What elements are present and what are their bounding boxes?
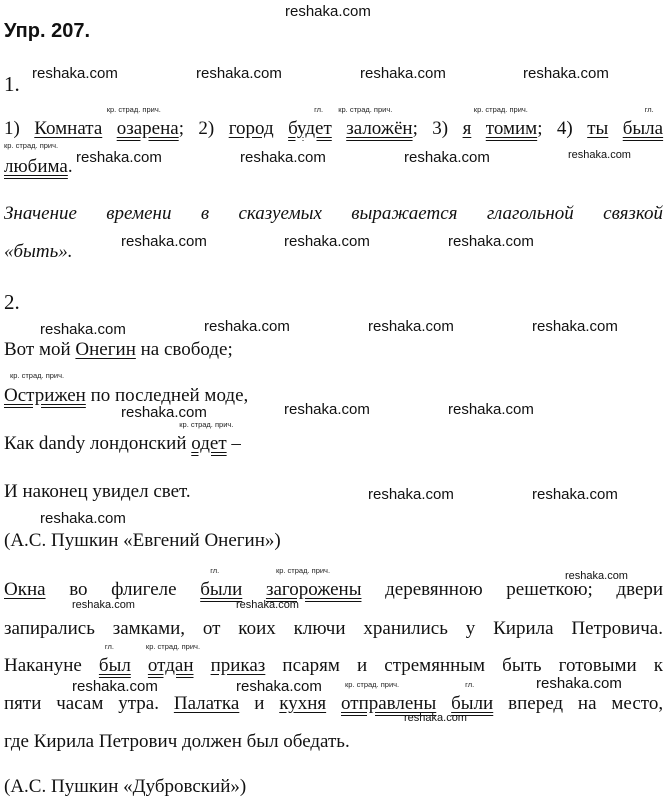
watermark: reshaka.com <box>565 570 628 582</box>
rule-line1: Значение времени в сказуемых выражается глагольной связкой <box>4 203 663 224</box>
prose-line4: пяти часам утра. Палатка и кухня кр. страд. прич. отправлены гл. были вперед на место, <box>4 680 664 714</box>
watermark: reshaka.com <box>284 401 370 418</box>
predicate-otdan: кр. страд. прич. отдан <box>145 642 201 676</box>
predicate-byli: гл. были <box>200 566 243 600</box>
predicate-byl: гл. был <box>98 642 131 676</box>
prose-line5: где Кирила Петрович должен был обедать. <box>4 731 350 752</box>
watermark: reshaka.com <box>40 510 126 527</box>
rule-line2: «быть». <box>4 241 73 262</box>
watermark: reshaka.com <box>448 233 534 250</box>
subject-palatka: Палатка <box>173 693 240 714</box>
separator: ; 4) <box>537 118 573 139</box>
watermark: reshaka.com <box>240 149 326 166</box>
exercise-title: Упр. 207. <box>4 20 91 42</box>
watermark: reshaka.com <box>236 678 322 695</box>
item-number: 1) <box>4 118 20 139</box>
watermark: reshaka.com <box>368 318 454 335</box>
subject-gorod: город <box>228 118 274 139</box>
watermark: reshaka.com <box>523 65 609 82</box>
watermark: reshaka.com <box>532 486 618 503</box>
watermark: reshaka.com <box>32 65 118 82</box>
watermark: reshaka.com <box>404 149 490 166</box>
watermark: reshaka.com <box>568 149 631 161</box>
subject-kuhnya: кухня <box>279 693 327 714</box>
watermark: reshaka.com <box>196 65 282 82</box>
predicate-byli-2: гл. были <box>451 680 494 714</box>
section1-line2: кр. страд. прич. любима. <box>4 141 73 177</box>
watermark: reshaka.com <box>285 3 371 20</box>
predicate-byla: гл. была <box>622 105 664 139</box>
predicate-otpravleny: кр. страд. прич. отправлены <box>341 680 437 714</box>
predicate-zalozhen: кр. страд. прич. заложён <box>338 105 413 139</box>
prose-line3: Накануне гл. был кр. страд. прич. отдан приказ псарям и стремянным быть готовыми к <box>4 642 664 676</box>
watermark: reshaka.com <box>76 149 162 166</box>
watermark: reshaka.com <box>236 599 299 611</box>
watermark: reshaka.com <box>532 318 618 335</box>
poem-line3: Как dandy лондонский кр. страд. прич. одет – <box>4 420 241 454</box>
predicate-budet: гл. будет <box>288 105 332 139</box>
separator: ; 3) <box>412 118 449 139</box>
subject-prikaz: приказ <box>210 655 266 676</box>
watermark: reshaka.com <box>72 678 158 695</box>
section-number-1: 1. <box>4 72 20 96</box>
separator: ; 2) <box>178 118 215 139</box>
poem-line1: Вот мой Онегин на свободе; <box>4 339 233 360</box>
predicate-ostrizhen: кр. страд. прич. Острижен <box>4 371 86 406</box>
predicate-odet: кр. страд. прич. одет <box>179 420 234 454</box>
watermark: reshaka.com <box>121 404 207 421</box>
watermark: reshaka.com <box>121 233 207 250</box>
watermark: reshaka.com <box>284 233 370 250</box>
predicate-zagorozheny: кр. страд. прич. загорожены <box>265 566 362 600</box>
watermark: reshaka.com <box>368 486 454 503</box>
poem-source: (А.С. Пушкин «Евгений Онегин») <box>4 530 281 551</box>
poem-line2: кр. страд. прич. Острижен по последней моде, <box>4 371 249 406</box>
section1-line1 <box>4 105 664 139</box>
subject-okna: Окна <box>4 579 46 600</box>
predicate-lyubima: кр. страд. прич. любима <box>4 141 68 177</box>
prose-line1: Окна во флигеле гл. были кр. страд. прич. загорожены деревянною решеткою; двери <box>4 566 664 600</box>
section-number-2: 2. <box>4 290 20 314</box>
watermark: reshaka.com <box>204 318 290 335</box>
watermark: reshaka.com <box>72 599 135 611</box>
prose-line2: запирались замками, от коих ключи хранились у Кирила Петровича. <box>4 618 663 639</box>
watermark: reshaka.com <box>448 401 534 418</box>
subject-onegin: Онегин <box>75 339 136 360</box>
subject-komnata: Комната <box>34 118 103 139</box>
watermark: reshaka.com <box>404 712 467 724</box>
subject-ya: я <box>462 118 472 139</box>
watermark: reshaka.com <box>536 675 622 692</box>
prose-source: (А.С. Пушкин «Дубровский») <box>4 776 247 797</box>
predicate-ozarena: кр. страд. прич. озарена <box>106 105 179 139</box>
watermark: reshaka.com <box>360 65 446 82</box>
poem-line4: И наконец увидел свет. <box>4 481 191 502</box>
subject-ty: ты <box>587 118 609 139</box>
watermark: reshaka.com <box>40 321 126 338</box>
predicate-tomim: кр. страд. прич. томим <box>473 105 538 139</box>
